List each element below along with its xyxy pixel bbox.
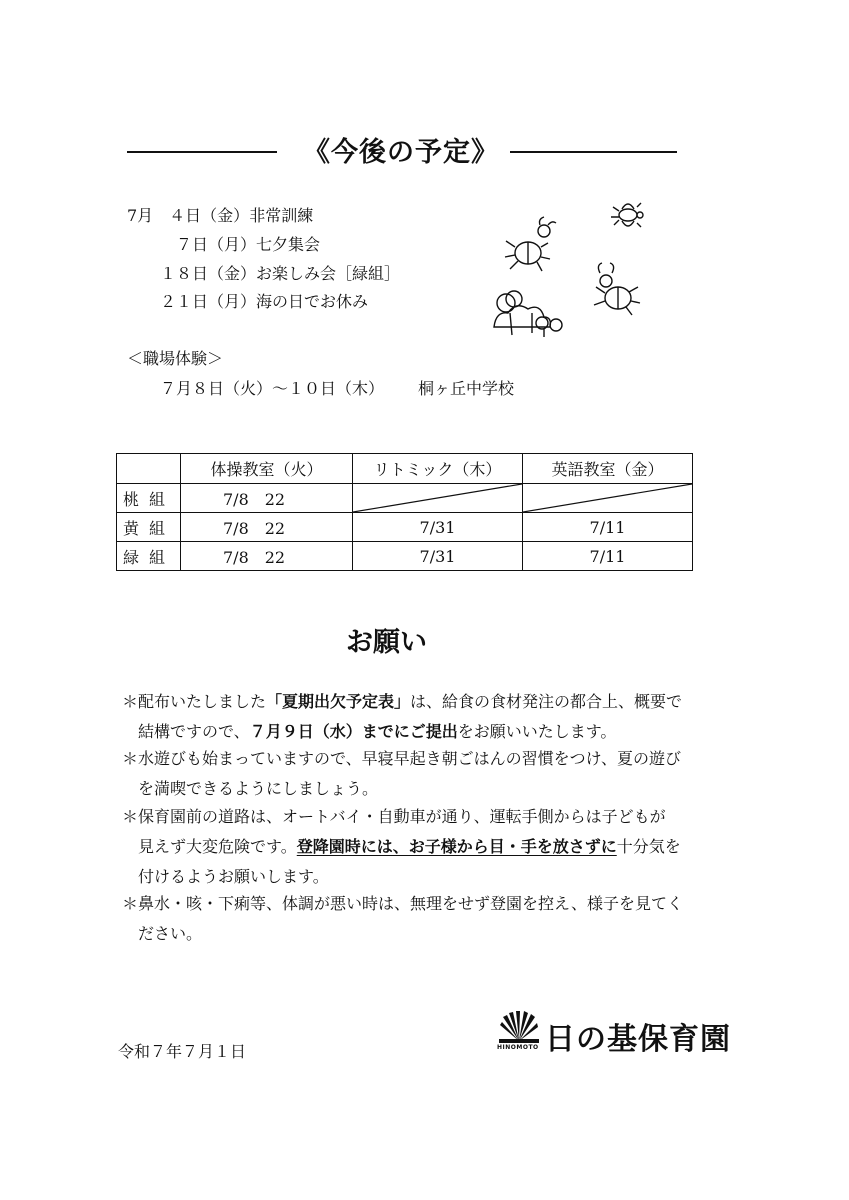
table-row bbox=[117, 542, 693, 571]
request-line bbox=[122, 717, 722, 747]
bullet-asterisk: ＊ bbox=[122, 807, 139, 826]
request-line: 付けるようお願いします。 bbox=[138, 867, 329, 886]
request-item bbox=[122, 889, 722, 949]
col-header: リトミック（木） bbox=[353, 454, 523, 484]
rhythmic-date: 7/31 bbox=[353, 513, 523, 542]
sun-logo-icon bbox=[499, 1011, 539, 1045]
logo-name: 日の基保育園 bbox=[545, 1022, 731, 1057]
emphasis-text: ７月９日（水）までにご提出 bbox=[249, 722, 458, 741]
schedule-item bbox=[160, 261, 400, 284]
gym-date: 7/8 22 bbox=[181, 484, 353, 513]
workplace-dates: ７月８日（火）～１０日（木） bbox=[160, 379, 385, 398]
schedule-date: 7月 ４日（金） bbox=[127, 206, 250, 225]
group-name: 緑組 bbox=[117, 542, 181, 571]
schedule-item bbox=[127, 203, 313, 226]
schedule-date: １８日（金） bbox=[160, 264, 257, 283]
title-rule-left bbox=[127, 151, 277, 153]
classes-table bbox=[116, 453, 693, 571]
gym-date: 7/8 22 bbox=[181, 513, 353, 542]
bullet-asterisk: ＊ bbox=[122, 894, 139, 913]
insects-illustration bbox=[488, 195, 658, 345]
logo-romanized: HINOMOTO bbox=[497, 1044, 539, 1051]
schedule-event: お楽しみ会［緑組］ bbox=[256, 264, 401, 283]
schedule-item bbox=[176, 232, 320, 255]
schedule-item bbox=[160, 289, 368, 312]
text: は、給食の食材発注の都合上、概要で bbox=[410, 692, 683, 711]
request-title: お願い bbox=[346, 627, 427, 658]
text: 十分気を bbox=[616, 837, 681, 856]
schedule-event: 七夕集会 bbox=[256, 235, 321, 254]
request-line: 保育園前の道路は、オートバイ・自動車が通り、運転手側からは子どもが bbox=[138, 807, 666, 826]
fly-icon bbox=[611, 203, 643, 227]
beetle-icon bbox=[505, 217, 556, 271]
bullet-asterisk: ＊ bbox=[122, 692, 139, 711]
emphasis-text: 「夏期出欠予定表」 bbox=[266, 692, 411, 711]
request-item bbox=[122, 744, 722, 804]
emphasis-text: 登降園時には、お子様から目・手を放さずに bbox=[296, 837, 617, 856]
request-line: ださい。 bbox=[138, 924, 203, 943]
bullet-asterisk: ＊ bbox=[122, 749, 139, 768]
bushes-icon bbox=[494, 291, 562, 337]
text: 見えず大変危険です。 bbox=[138, 837, 297, 856]
not-applicable-cell bbox=[523, 484, 693, 513]
gym-date: 7/8 22 bbox=[181, 542, 353, 571]
table-header-row bbox=[117, 454, 693, 484]
group-name: 黄組 bbox=[117, 513, 181, 542]
request-item bbox=[122, 802, 722, 892]
schedule-event: 非常訓練 bbox=[249, 206, 314, 225]
request-line: を満喫できるようにしましょう。 bbox=[138, 779, 379, 798]
schedule-title: 《今後の予定》 bbox=[303, 137, 499, 168]
text: 配布いたしました bbox=[138, 692, 267, 711]
rhythmic-date: 7/31 bbox=[353, 542, 523, 571]
schedule-date: ２１日（月） bbox=[160, 292, 257, 311]
workplace-school: 桐ヶ丘中学校 bbox=[418, 379, 515, 398]
request-line bbox=[122, 832, 722, 862]
request-line: 鼻水・咳・下痢等、体調が悪い時は、無理をせず登園を控え、様子を見てく bbox=[138, 894, 683, 913]
request-line: 水遊びも始まっていますので、早寝早起き朝ごはんの習慣をつけ、夏の遊び bbox=[138, 749, 682, 768]
request-line bbox=[122, 687, 722, 717]
table-row bbox=[117, 513, 693, 542]
schedule-date: ７日（月） bbox=[176, 235, 257, 254]
issue-date: 令和７年７月１日 bbox=[118, 1042, 247, 1061]
group-name: 桃組 bbox=[117, 484, 181, 513]
schedule-event: 海の日でお休み bbox=[256, 292, 369, 311]
table-row bbox=[117, 484, 693, 513]
request-item bbox=[122, 687, 722, 747]
text: をお願いいたします。 bbox=[457, 722, 617, 741]
english-date: 7/11 bbox=[523, 513, 693, 542]
stag-beetle-icon bbox=[594, 263, 640, 315]
english-date: 7/11 bbox=[523, 542, 693, 571]
not-applicable-cell bbox=[353, 484, 523, 513]
col-header: 体操教室（火） bbox=[181, 454, 353, 484]
workplace-title: ＜職場体験＞ bbox=[127, 349, 224, 368]
text: 結構ですので、 bbox=[138, 722, 250, 741]
title-rule-right bbox=[510, 151, 677, 153]
workplace-period bbox=[160, 376, 514, 399]
nursery-logo bbox=[497, 1011, 731, 1061]
table-corner bbox=[117, 454, 181, 484]
col-header: 英語教室（金） bbox=[523, 454, 693, 484]
